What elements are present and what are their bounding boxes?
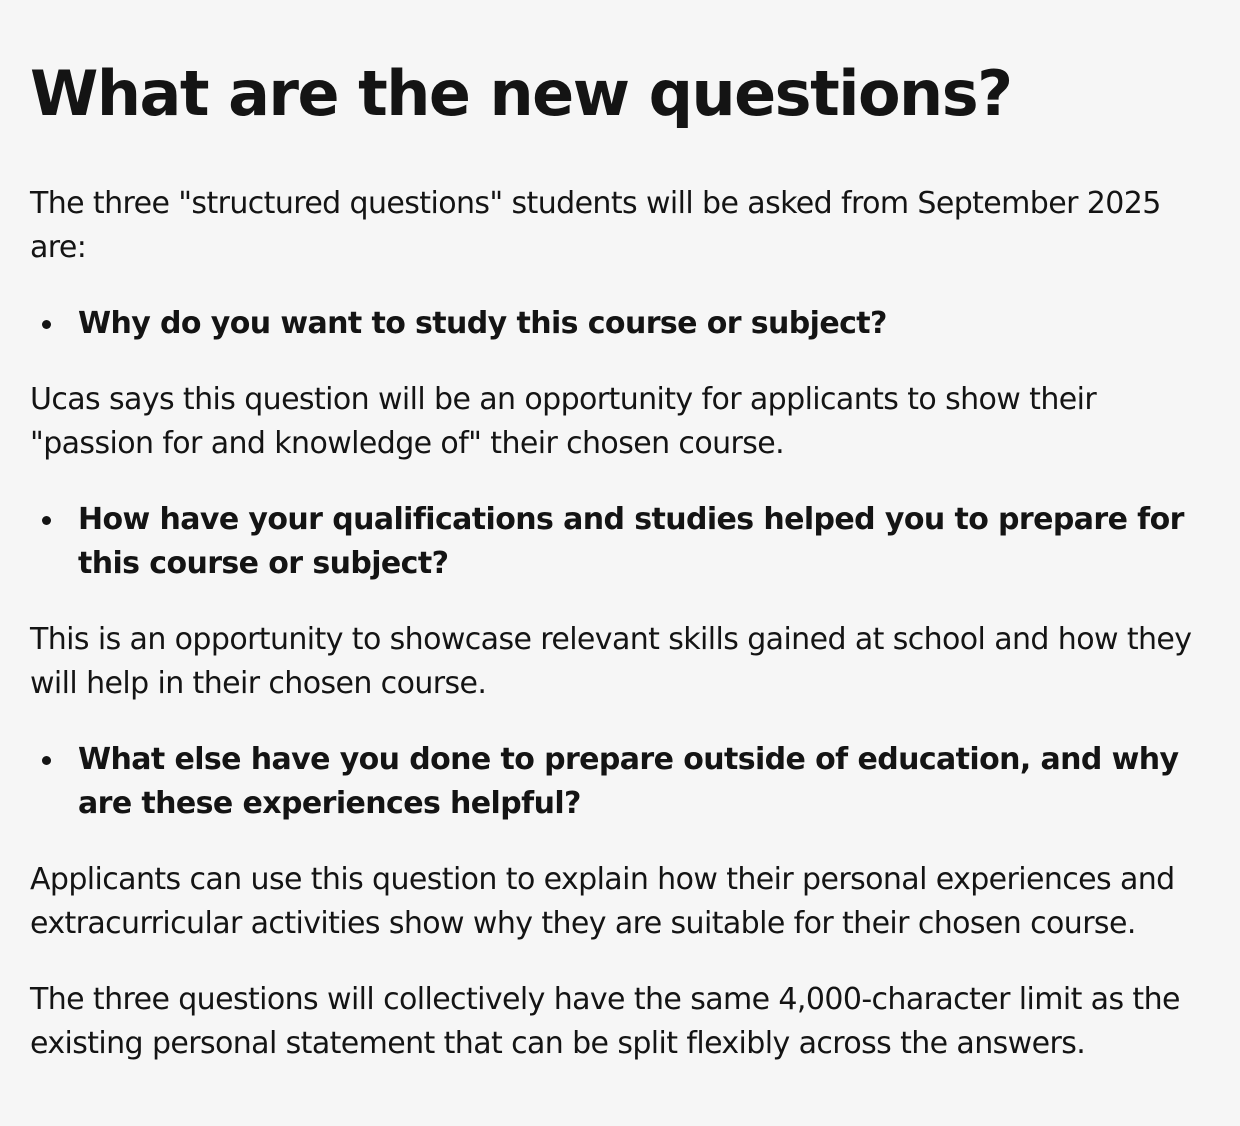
question-item-2 xyxy=(30,498,1210,586)
question-list-2 xyxy=(30,498,1210,586)
bullet-icon xyxy=(42,516,51,525)
question-text-2: How have your qualifications and studies helped you to prepare for this course or subject? xyxy=(78,502,1184,581)
explanation-paragraph-3: Applicants can use this question to explain how their personal experiences and extracurricular activities show why they are suitable for their chosen course. xyxy=(30,862,1175,941)
intro-paragraph: The three "structured questions" students will be asked from September 2025 are: xyxy=(30,186,1161,265)
bullet-icon xyxy=(42,756,51,765)
closing-paragraph: The three questions will collectively have the same 4,000-character limit as the existing personal statement that can be split flexibly across the answers. xyxy=(30,982,1180,1061)
question-text-1: Why do you want to study this course or subject? xyxy=(78,306,887,341)
question-item-1 xyxy=(30,302,1210,346)
article-heading: What are the new questions? xyxy=(30,57,1012,130)
question-text-3: What else have you done to prepare outside of education, and why are these experiences helpful? xyxy=(78,742,1179,821)
bullet-icon xyxy=(42,320,51,329)
question-list-3 xyxy=(30,738,1210,826)
explanation-paragraph-2: This is an opportunity to showcase relevant skills gained at school and how they will help in their chosen course. xyxy=(30,622,1192,701)
explanation-paragraph-1: Ucas says this question will be an opportunity for applicants to show their "passion for and knowledge of" their chosen course. xyxy=(30,382,1097,461)
question-list-1 xyxy=(30,302,1210,346)
question-item-3 xyxy=(30,738,1210,826)
